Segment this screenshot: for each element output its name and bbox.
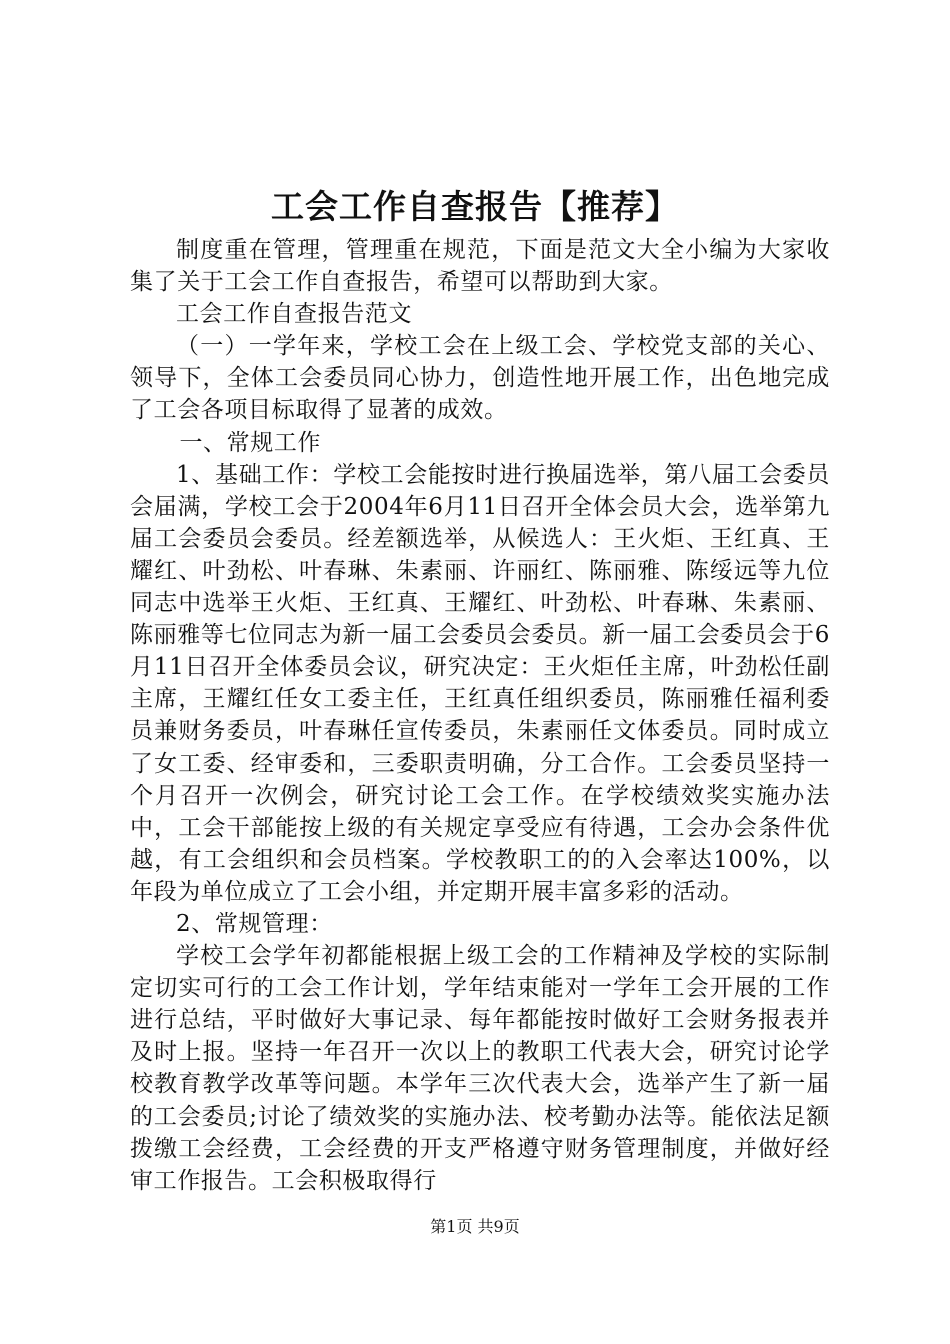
paragraph-intro: 制度重在管理，管理重在规范，下面是范文大全小编为大家收集了关于工会工作自查报告，希望可以帮助到大家。: [130, 237, 830, 296]
paragraph-basic-work: 1、基础工作：学校工会能按时进行换届选举，第八届工会委员会届满，学校工会于2004年6月11日召开全体会员大会，选举第九届工会委员会委员。经差额选举，从候选人：王火炬、王红真、王耀红、叶劲松、叶春琳、朱素丽、许丽红、陈丽雅、陈绥远等九位同志中选举王火炬、王红真、王耀红、叶劲松、叶春琳、朱素丽、陈丽雅等七位同志为新一届工会委员会委员。新一届工会委员会于6月11日召开全体委员会议，研究决定：王火炬任主席，叶劲松任副主席，王耀红任女工委主任，王红真任组织委员，陈丽雅任福利委员兼财务委员，叶春琳任宣传委员，朱素丽任文体委员。同时成立了女工委、经审委和，三委职责明确，分工合作。工会委员坚持一个月召开一次例会，研究讨论工会工作。在学校绩效奖实施办法中，工会干部能按上级的有关规定享受应有待遇，工会办会条件优越，有工会组织和会员档案。学校教职工的的入会率达100%，以年段为单位成立了工会小组，并定期开展丰富多彩的活动。: [130, 461, 830, 905]
paragraph-section-one: （一）一学年来，学校工会在上级工会、学校党支部的关心、领导下，全体工会委员同心协力，创造性地开展工作，出色地完成了工会各项目标取得了显著的成效。: [130, 333, 830, 424]
document-title: 工会工作自查报告【推荐】: [271, 187, 679, 226]
paragraph-heading-routine-work: 一、常规工作: [179, 429, 322, 456]
page-number-footer: 第1页 共9页: [430, 1217, 520, 1236]
paragraph-routine-management: 学校工会学年初都能根据上级工会的工作精神及学校的实际制定切实可行的工会工作计划，学年结束能对一学年工会开展的工作进行总结，平时做好大事记录、每年都能按时做好工会财务报表并及时上报。坚持一年召开一次以上的教职工代表大会，研究讨论学校教育教学改革等问题。本学年三次代表大会，选举产生了新一届的工会委员;讨论了绩效奖的实施办法、校考勤办法等。能依法足额拨缴工会经费，工会经费的开支严格遵守财务管理制度，并做好经审工作报告。工会积极取得行: [130, 943, 830, 1194]
paragraph-heading-routine-management: 2、常规管理：: [176, 910, 333, 937]
document-body: [130, 234, 830, 1197]
paragraph-subtitle: 工会工作自查报告范文: [176, 301, 412, 328]
